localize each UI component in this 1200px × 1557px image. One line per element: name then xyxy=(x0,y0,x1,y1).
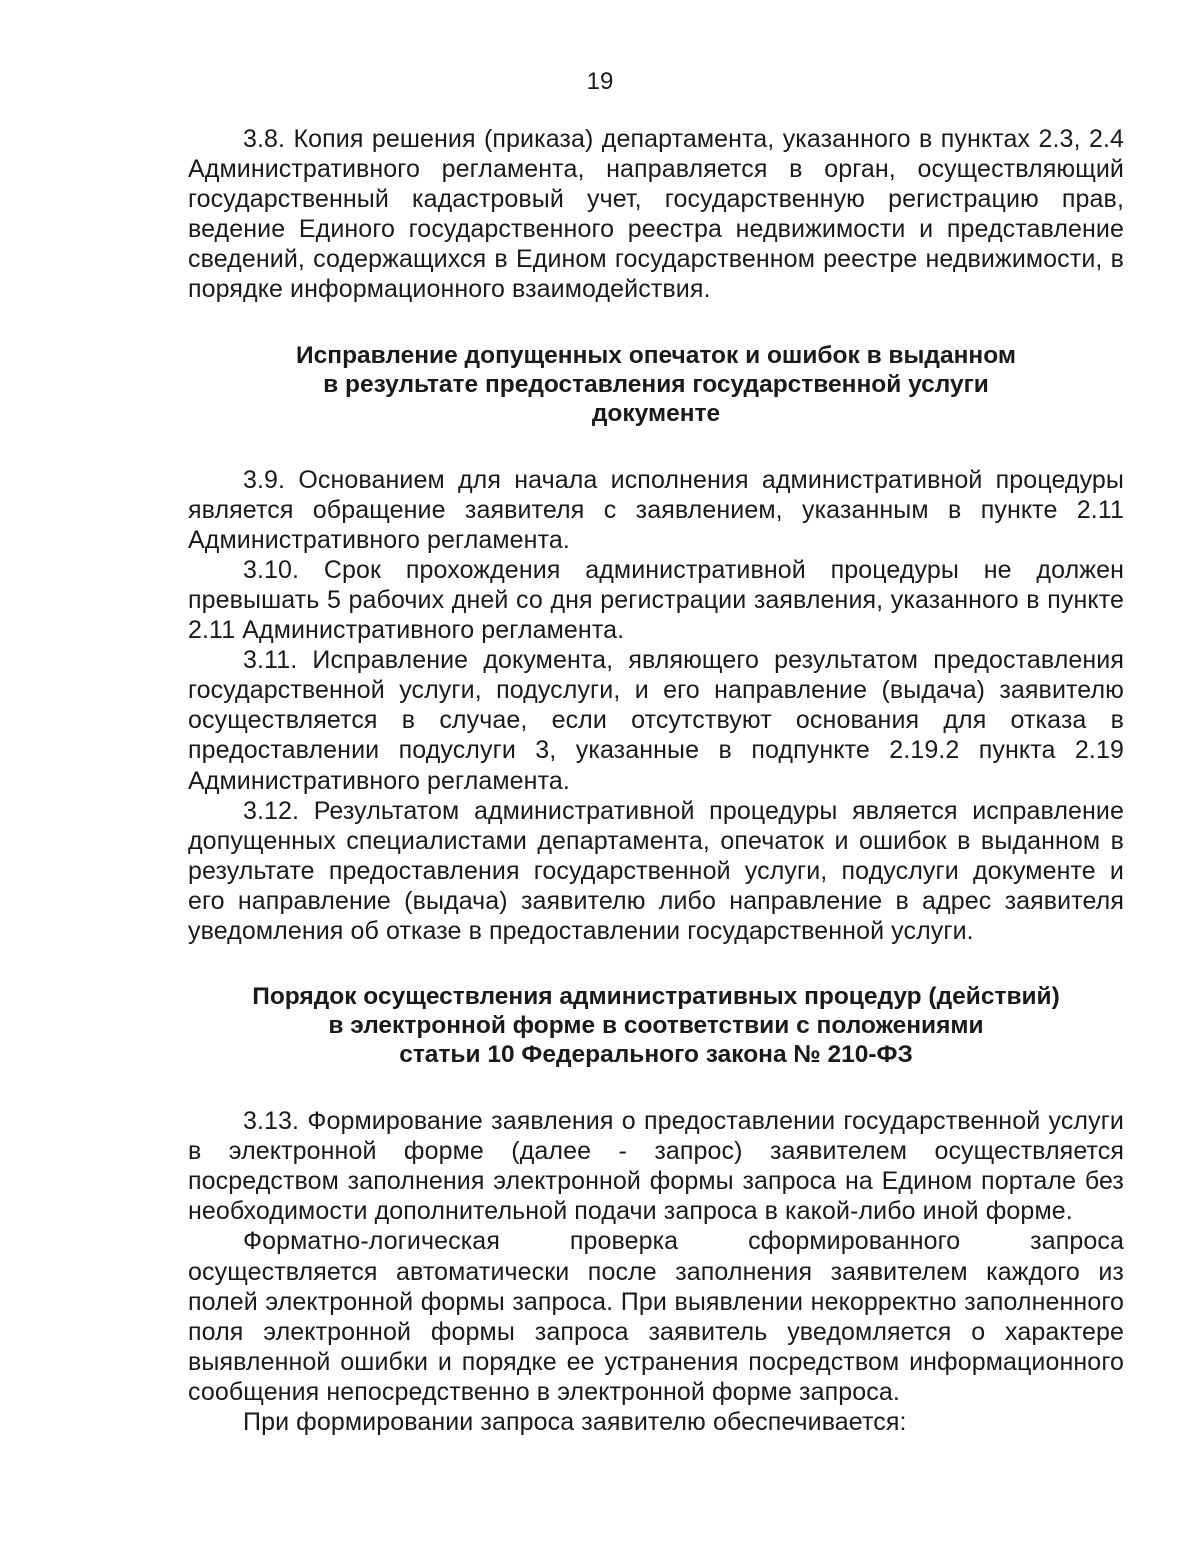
heading-line: документе xyxy=(591,399,721,427)
paragraph-format-check: Форматно-логическая проверка сформированного запроса осуществляется автоматически после заполнения заявителем каждого из полей электронной формы запроса. При выявлении некорректно заполненного поля электронной формы запроса заявитель уведомляется о характере выявленной ошибки и порядке ее устранения посредством информационного сообщения непосредственно в электронной форме запроса. xyxy=(188,1227,1124,1406)
paragraph-3-8: 3.8. Копия решения (приказа) департамента, указанного в пунктах 2.3, 2.4 Административного регламента, направляется в орган, осуществляющий государственный кадастровый учет, государственную регистрацию прав, ведение Единого государственного реестра недвижимости и представление сведений, содержащихся в Едином государственном реестре недвижимости, в порядке информационного взаимодействия. xyxy=(188,125,1124,304)
section-heading-electronic-procedures xyxy=(188,982,1124,1069)
heading-line: в электронной форме в соответствии с положениями xyxy=(328,1012,984,1040)
paragraph-3-10: 3.10. Срок прохождения административной процедуры не должен превышать 5 рабочих дней со дня регистрации заявления, указанного в пункте 2.11 Административного регламента. xyxy=(188,555,1124,645)
paragraph-3-11: 3.11. Исправление документа, являющего результатом предоставления государственной услуги, подуслуги, и его направление (выдача) заявителю осуществляется в случае, если отсутствуют основания для отказа в предоставлении подуслуги 3, указанные в подпункте 2.19.2 пункта 2.19 Административного регламента. xyxy=(188,646,1124,795)
heading-line: Порядок осуществления административных процедур (действий) xyxy=(252,983,1060,1011)
paragraph-3-13: 3.13. Формирование заявления о предоставлении государственной услуги в электронной форме (далее - запрос) заявителем осуществляется посредством заполнения электронной формы запроса на Едином портале без необходимости дополнительной подачи запроса в какой-либо иной форме. xyxy=(188,1107,1124,1226)
heading-line: статьи 10 Федерального закона № 210-ФЗ xyxy=(399,1041,913,1069)
page-number: 19 xyxy=(586,68,614,95)
heading-line: Исправление допущенных опечаток и ошибок в выданном xyxy=(296,341,1016,369)
heading-line: в результате предоставления государственной услуги xyxy=(323,370,989,398)
paragraph-3-12: 3.12. Результатом административной процедуры является исправление допущенных специалистами департамента, опечаток и ошибок в выданном в результате предоставления государственной услуги, подуслуги документе и его направление (выдача) заявителю либо направление в адрес заявителя уведомления об отказе в предоставлении государственной услуги. xyxy=(188,796,1124,945)
paragraph-final: При формировании запроса заявителю обеспечивается: xyxy=(243,1408,907,1436)
section-heading-corrections xyxy=(188,341,1124,428)
document-body xyxy=(188,124,1124,1437)
paragraph-3-9: 3.9. Основанием для начала исполнения административной процедуры является обращение заявителя с заявлением, указанным в пункте 2.11 Административного регламента. xyxy=(188,465,1124,554)
